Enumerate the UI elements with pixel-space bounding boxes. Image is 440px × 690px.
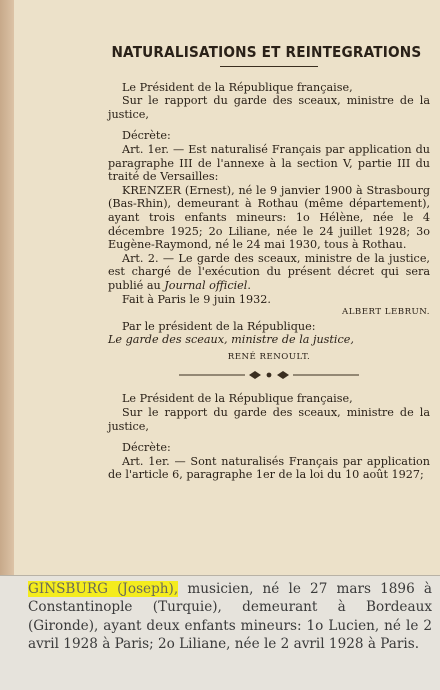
section-ornament xyxy=(119,370,419,380)
decree2-art1: Art. 1er. — Sont naturalisés Français par application de l'article 6, paragraphe 1er de la loi du 10 août 1927; xyxy=(108,454,430,482)
decree1-date: Fait à Paris le 9 juin 1932. xyxy=(122,292,271,306)
highlighted-clipping xyxy=(0,575,440,690)
decree2-decrete: Décrète: xyxy=(122,441,171,455)
decree1-art2-text: Art. 2. — Le garde des sceaux, ministre de la justice, est chargé de l'exécution du présent décret qui sera publié au xyxy=(108,251,430,292)
decree1-art1: Art. 1er. — Est naturalisé Français par application du paragraphe III de l'annexe à la section V, partie III du traité de Versailles: xyxy=(108,142,430,184)
highlighted-name: GINSBURG (Joseph), xyxy=(28,581,179,597)
title-rule xyxy=(220,66,318,67)
decree1-art2-end: . xyxy=(247,278,251,292)
decree1-person: KRENZER (Ernest), né le 9 janvier 1900 à Strasbourg (Bas-Rhin), demeurant à Rothau (même département), ayant trois enfants mineurs: 1o Hélène, née le 4 décembre 1925; 2o Liliane, née le 24 juillet 1928; 3o Eugène-Raymond, né le 24 mai 1930, tous à Rothau. xyxy=(108,183,430,252)
page-edge xyxy=(0,0,14,575)
minister-signature: RENÉ RENOULT. xyxy=(227,351,311,362)
decree2-report: Sur le rapport du garde des sceaux, ministre de la justice, xyxy=(108,406,430,433)
decree1-report: Sur le rapport du garde des sceaux, ministre de la justice, xyxy=(108,94,430,121)
clipping-entry xyxy=(28,580,432,653)
by-president-line: Par le président de la République: xyxy=(122,319,316,333)
clipping-text: musicien, né le 27 mars 1896 à Constantinople (Turquie), demeurant à Bordeaux (Gironde), ayant deux enfants mineurs: 1o Lucien, né le 2 avril 1928 à Paris; 2o Liliane, née le 2 avril 1928 à Paris. xyxy=(28,581,432,652)
decree1-opening: Le Président de la République française, xyxy=(122,80,353,94)
decree1-decrete: Décrète: xyxy=(122,129,171,143)
decree1-art2 xyxy=(108,252,430,293)
minister-title: Le garde des sceaux, ministre de la justice, xyxy=(108,333,354,347)
decree2-opening: Le Président de la République française, xyxy=(122,392,353,406)
journal-officiel: Journal officiel xyxy=(164,278,248,292)
article-column xyxy=(108,38,430,482)
article-title: NATURALISATIONS ET REINTEGRATIONS xyxy=(111,43,422,61)
president-signature: ALBERT LEBRUN. xyxy=(342,307,430,318)
